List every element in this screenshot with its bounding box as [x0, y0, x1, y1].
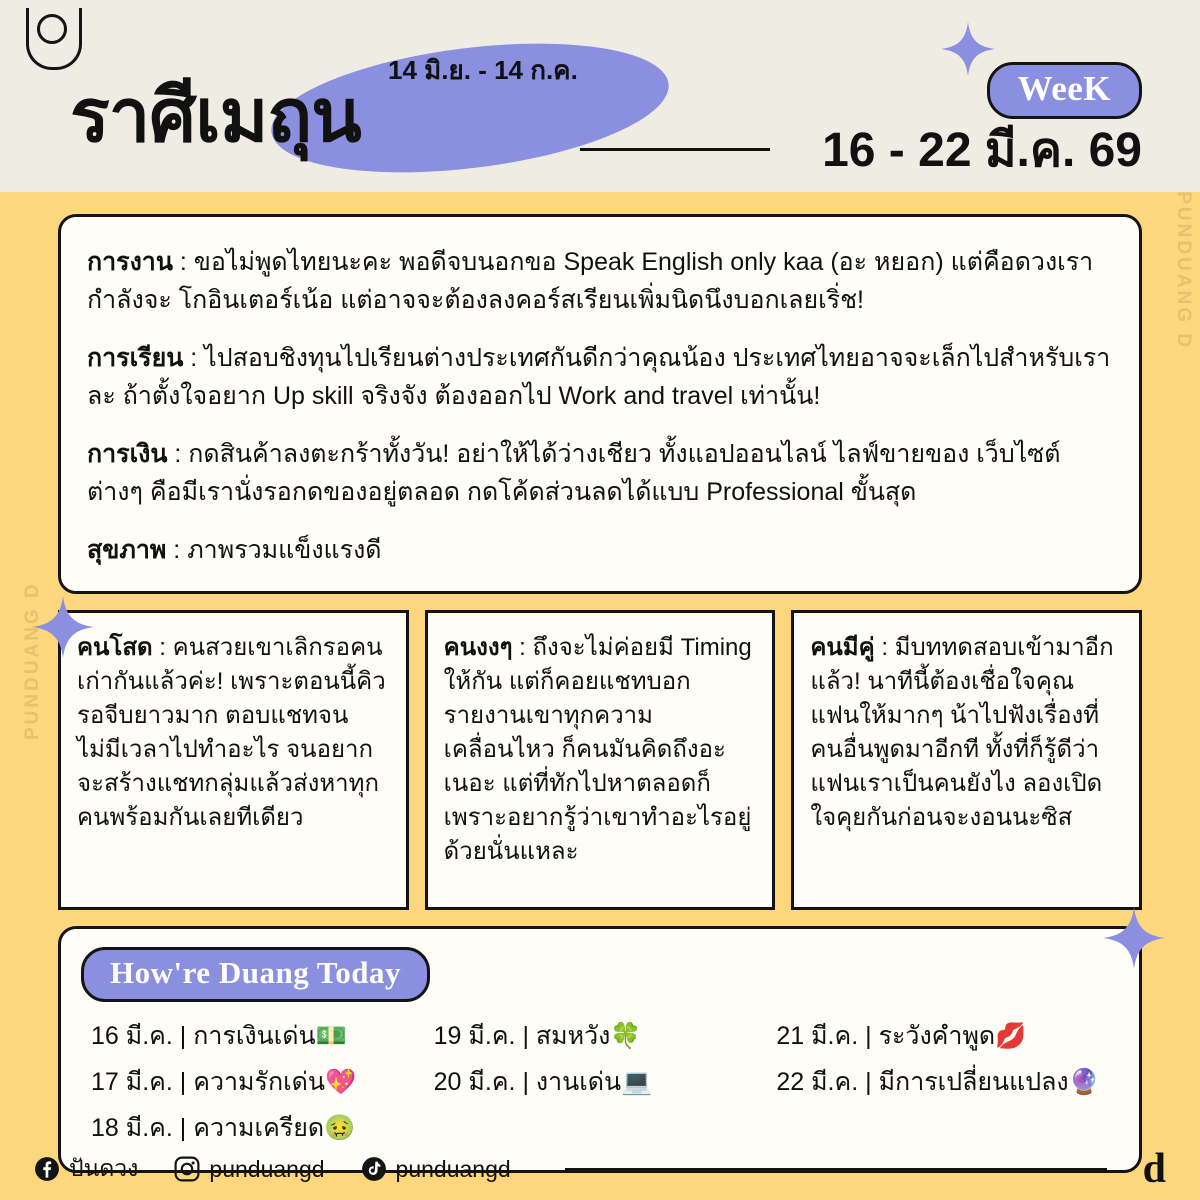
week-date-range: 16 - 22 มี.ค. 69 — [822, 124, 1142, 177]
sep: | — [172, 1114, 194, 1142]
day-emoji: 🤢 — [324, 1114, 356, 1142]
column-couple-label: คนมีคู่ — [810, 634, 875, 661]
column-confused-text: ถึงจะไม่ค่อยมี Timing ให้กัน แต่ก็คอยแชทบอก รายงานเขาทุกความเคลื่อนไหว ก็คนมันคิดถึงอะเนอะ แต่ที่ทักไปหาตลอดก็เพราะอยากรู้ว่าเขาทำอะไรอยู่ด้วยนั่นแหละ — [443, 634, 752, 866]
sparkle-icon — [941, 22, 995, 76]
sep: | — [515, 1022, 536, 1050]
day-text: ระวังคำพูด — [878, 1022, 996, 1050]
column-confused — [425, 610, 776, 910]
day-text: ความเครียด — [193, 1114, 325, 1142]
love-columns — [58, 610, 1142, 910]
list-item — [91, 1062, 434, 1102]
day-date: 20 มี.ค. — [433, 1068, 516, 1096]
main-reading-card — [58, 214, 1142, 594]
header-divider — [580, 148, 770, 151]
column-couple — [791, 610, 1142, 910]
day-text: การเงินเด่น — [193, 1022, 316, 1050]
instagram-icon — [174, 1156, 200, 1182]
list-item — [434, 1062, 777, 1102]
day-date: 16 มี.ค. — [91, 1022, 173, 1050]
day-date: 18 มี.ค. — [91, 1114, 173, 1142]
day-text: ความรักเด่น — [193, 1068, 325, 1096]
sep: : — [512, 634, 533, 661]
day-text: สมหวัง — [535, 1022, 611, 1050]
footer-tiktok-label: punduangd — [395, 1155, 511, 1182]
sep: : — [183, 344, 205, 372]
sep: | — [172, 1022, 194, 1050]
footer-tiktok[interactable] — [361, 1156, 511, 1183]
day-emoji: 💵 — [315, 1022, 347, 1050]
day-emoji: 🔮 — [1068, 1068, 1100, 1096]
day-date: 17 มี.ค. — [91, 1068, 173, 1096]
section-health-text: ภาพรวมแข็งแรงดี — [187, 536, 382, 564]
day-emoji: 💖 — [324, 1068, 357, 1096]
header — [0, 0, 1200, 192]
section-money — [87, 435, 1113, 511]
list-item — [776, 1062, 1119, 1102]
day-date: 22 มี.ค. — [776, 1068, 859, 1096]
column-couple-text: มีบททดสอบเข้ามาอีกแล้ว! นาทีนี้ต้องเชื่อใจคุณแฟนให้มากๆ น้าไปฟังเรื่องที่คนอื่นพูดมาอีกที ทั้งที่ก็รู้ดีว่าแฟนเราเป็นคนยังไง ลองเปิดใจคุยกันก่อนจะงอนนะซิส — [810, 634, 1114, 832]
section-study-text: ไปสอบชิงทุนไปเรียนต่างประเทศกันดีกว่าคุณน้อง ประเทศไทยอาจจะเล็กไปสำหรับเราละ ถ้าตั้งใจอยาก Up skill จริงจัง ต้องออกไป Work and travel เท่านั้น! — [87, 344, 1111, 410]
sep: : — [152, 634, 173, 661]
footer-facebook[interactable] — [34, 1151, 138, 1187]
section-health — [87, 531, 1113, 569]
sep: : — [166, 536, 188, 564]
footer-facebook-label: ปันดวง — [69, 1155, 139, 1181]
section-work-text: ขอไม่พูดไทยนะคะ พอดีจบนอกขอ Speak English only kaa (อะ หยอก) แต่คือดวงเรากำลังจะ โกอินเตอร์เน้อ แต่อาจจะต้องลงคอร์สเรียนเพิ่มนิดนึงบอกเลยเริ่ช! — [87, 248, 1094, 314]
facebook-icon — [34, 1156, 60, 1182]
section-health-label: สุขภาพ — [87, 536, 167, 564]
sep: | — [858, 1068, 879, 1096]
zodiac-name: ราศีเมถุน — [70, 74, 361, 157]
list-item — [91, 1016, 434, 1056]
tiktok-icon — [361, 1156, 387, 1182]
section-study-label: การเรียน — [87, 344, 184, 372]
sep: : — [167, 440, 189, 468]
watermark-right: PUNDUANG D — [1173, 191, 1194, 350]
day-emoji: 🍀 — [610, 1022, 642, 1050]
day-emoji: 💻 — [621, 1068, 653, 1096]
section-work-label: การงาน — [87, 248, 173, 276]
section-study — [87, 339, 1113, 415]
day-list — [81, 1016, 1119, 1148]
column-confused-label: คนงงๆ — [443, 634, 513, 661]
body — [0, 192, 1200, 1173]
sep: | — [858, 1022, 879, 1050]
sep: : — [874, 634, 895, 661]
day-date: 21 มี.ค. — [776, 1022, 859, 1050]
column-single-text: คนสวยเขาเลิกรอคนเก่ากันแล้วค่ะ! เพราะตอนนี้คิวรอจีบยาวมาก ตอบแชทจนไม่มีเวลาไปทำอะไร จนอยากจะสร้างแชทกลุ่มแล้วส่งหาทุกคนพร้อมกันเลยทีเดียว — [77, 634, 386, 832]
zodiac-title-group — [70, 52, 630, 182]
sparkle-icon — [1103, 907, 1165, 969]
sep: : — [172, 248, 194, 276]
footer — [0, 1138, 1200, 1200]
today-title: How're Duang Today — [81, 947, 430, 1002]
week-badge: WeeK — [987, 62, 1142, 119]
brand-mark: d — [1142, 1146, 1166, 1192]
day-date: 19 มี.ค. — [433, 1022, 516, 1050]
section-work — [87, 243, 1113, 319]
zodiac-date-range: 14 มิ.ย. - 14 ก.ค. — [388, 55, 578, 85]
column-single — [58, 610, 409, 910]
day-text: มีการเปลี่ยนแปลง — [878, 1068, 1069, 1096]
sep: | — [515, 1068, 536, 1096]
footer-divider — [565, 1168, 1107, 1170]
watermark-left: PUNDUANG D — [22, 581, 43, 740]
section-money-text: กดสินค้าลงตะกร้าทั้งวัน! อย่าให้ได้ว่างเชียว ทั้งแอปออนไลน์ ไลฟ์ขายของ เว็บไซต์ต่างๆ คือมีเรานั่งรอกดของอยู่ตลอด กดโค้ดส่วนลดได้แบบ Professional ขั้นสุด — [87, 440, 1061, 506]
list-item — [776, 1016, 1119, 1056]
section-money-label: การเงิน — [87, 440, 168, 468]
day-emoji: 💋 — [995, 1022, 1027, 1050]
day-text: งานเด่น — [535, 1068, 622, 1096]
footer-instagram[interactable] — [174, 1156, 324, 1183]
list-item — [434, 1016, 777, 1056]
today-card — [58, 926, 1142, 1173]
column-single-label: คนโสด — [77, 634, 153, 661]
sep: | — [172, 1068, 194, 1096]
footer-instagram-label: punduangd — [209, 1155, 325, 1182]
